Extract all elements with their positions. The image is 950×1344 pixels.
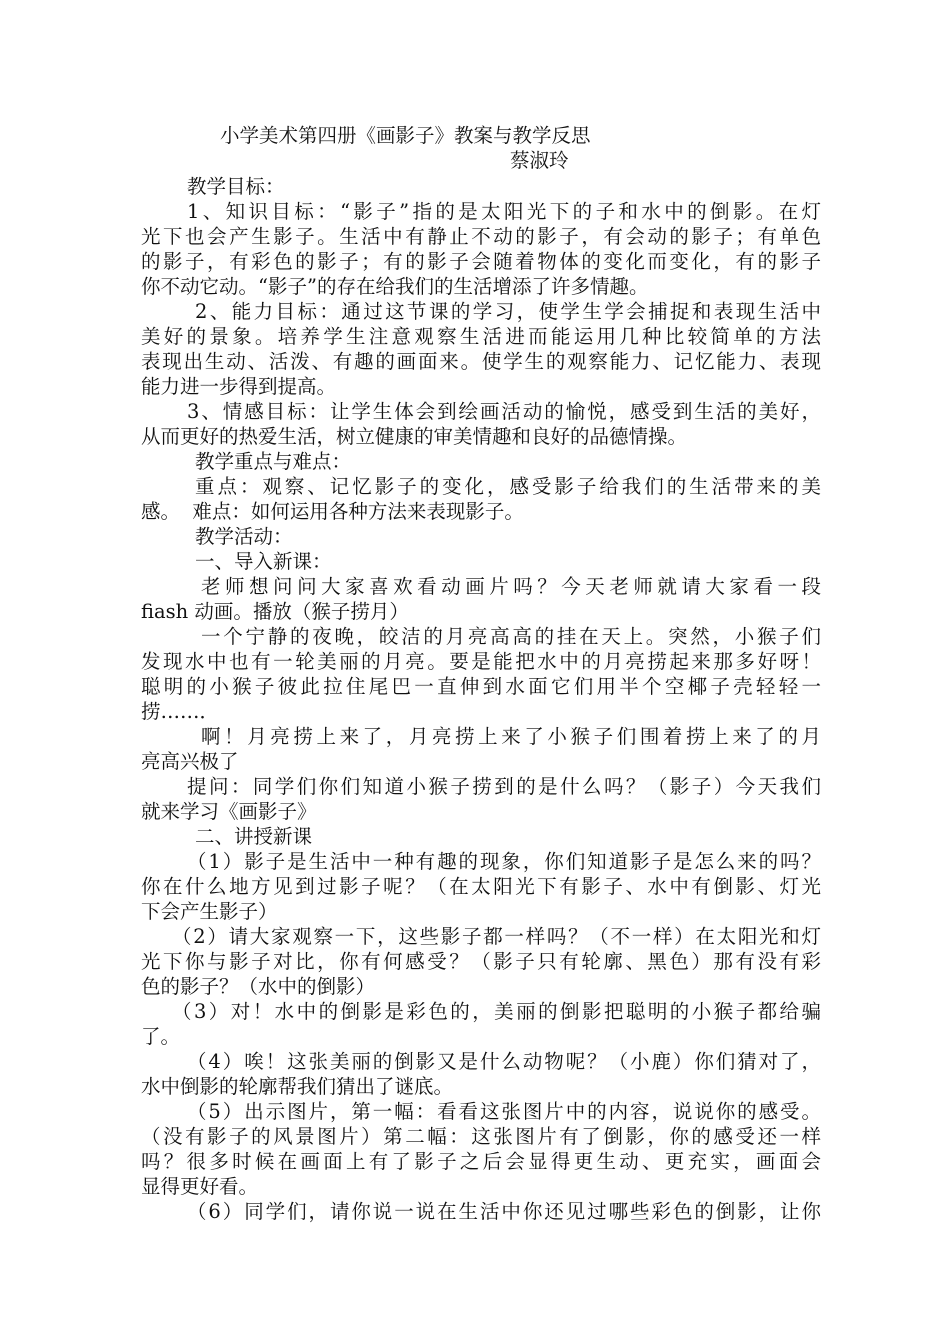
paragraph-line: 你不动它动。“影子”的存在给我们的生活增添了许多情趣。 <box>141 275 649 298</box>
paragraph-line: 聪明的小猴子彼此拉住尾巴一直伸到水面它们用半个空椰子壳轻轻一 <box>141 675 821 698</box>
paragraph-line: （没有影子的风景图片）第二幅：这张图片有了倒影，你的感受还一样 <box>141 1125 821 1148</box>
paragraph-line: （6）同学们，请你说一说在生活中你还见过哪些彩色的倒影，让你 <box>187 1200 821 1223</box>
paragraph-line: 下会产生影子） <box>141 900 278 923</box>
paragraph-line: 了。 <box>141 1025 181 1048</box>
paragraph-line: 1、知识目标：“影子”指的是太阳光下的子和水中的倒影。在灯 <box>187 200 821 223</box>
heading-section-2: 二、讲授新课 <box>195 825 313 848</box>
paragraph-line: 一个宁静的夜晚，皎洁的月亮高高的挂在天上。突然，小猴子们 <box>201 625 821 648</box>
paragraph-line: 色的影子？（水中的倒影） <box>141 975 376 998</box>
paragraph-line: （3）对！水中的倒影是彩色的，美丽的倒影把聪明的小猴子都给骗 <box>172 1000 821 1023</box>
paragraph-line: 水中倒影的轮廓帮我们猜出了谜底。 <box>141 1075 454 1098</box>
paragraph-line: 能力进一步得到提高。 <box>141 375 337 398</box>
paragraph-line: 亮高兴极了 <box>141 750 239 773</box>
paragraph-line: 吗？很多时候在画面上有了影子之后会显得更生动、更充实，画面会 <box>141 1150 821 1173</box>
paragraph-line: 提问：同学们你们知道小猴子捞到的是什么吗？（影子）今天我们 <box>187 775 821 798</box>
paragraph-line: 2、能力目标：通过这节课的学习，使学生学会捕捉和表现生活中 <box>195 300 821 323</box>
paragraph-line: 光下你与影子对比，你有何感受？（影子只有轮廓、黑色）那有没有彩 <box>141 950 821 973</box>
paragraph-line: （4）唉！这张美丽的倒影又是什么动物呢？（小鹿）你们猜对了， <box>187 1050 821 1073</box>
heading-teaching-goals: 教学目标： <box>187 175 285 198</box>
paragraph-line: 表现出生动、活泼、有趣的画面来。使学生的观察能力、记忆能力、表现 <box>141 350 821 373</box>
paragraph-line: 光下也会产生影子。生活中有静止不动的影子，有会动的影子；有单色 <box>141 225 821 248</box>
paragraph-line: fiash 动画。播放（猴子捞月） <box>141 600 409 623</box>
paragraph-line: 老师想问问大家喜欢看动画片吗？今天老师就请大家看一段 <box>201 575 821 598</box>
paragraph-line: 感。 难点：如何运用各种方法来表现影子。 <box>141 500 524 523</box>
paragraph-line: 就来学习《画影子》 <box>141 800 317 823</box>
paragraph-line: 发现水中也有一轮美丽的月亮。要是能把水中的月亮捞起来那多好呀！ <box>141 650 821 673</box>
paragraph-line: 的影子，有彩色的影子；有的影子会随着物体的变化而变化，有的影子 <box>141 250 821 273</box>
paragraph-line: 捞……． <box>141 700 220 723</box>
paragraph-line: （5）出示图片，第一幅：看看这张图片中的内容，说说你的感受。 <box>187 1100 821 1123</box>
document-title: 小学美术第四册《画影子》教案与教学反思 <box>220 124 591 147</box>
paragraph-line: 啊！月亮捞上来了，月亮捞上来了小猴子们围着捞上来了的月 <box>201 725 821 748</box>
paragraph-line: 重点：观察、记忆影子的变化，感受影子给我们的生活带来的美 <box>195 475 821 498</box>
document-author: 蔡淑玲 <box>510 149 569 172</box>
heading-section-1: 一、导入新课： <box>195 550 332 573</box>
heading-activities: 教学活动： <box>195 525 293 548</box>
paragraph-line: 从而更好的热爱生活，树立健康的审美情趣和良好的品德情操。 <box>141 425 688 448</box>
heading-key-points: 教学重点与难点： <box>195 450 352 473</box>
paragraph-line: 显得更好看。 <box>141 1175 259 1198</box>
paragraph-line: 美好的景象。培养学生注意观察生活进而能运用几种比较简单的方法 <box>141 325 821 348</box>
paragraph-line: （2）请大家观察一下，这些影子都一样吗？（不一样）在太阳光和灯 <box>172 925 821 948</box>
paragraph-line: 你在什么地方见到过影子呢？（在太阳光下有影子、水中有倒影、灯光 <box>141 875 821 898</box>
paragraph-line: 3、情感目标：让学生体会到绘画活动的愉悦，感受到生活的美好， <box>187 400 821 423</box>
paragraph-line: （1）影子是生活中一种有趣的现象，你们知道影子是怎么来的吗？ <box>187 850 821 873</box>
